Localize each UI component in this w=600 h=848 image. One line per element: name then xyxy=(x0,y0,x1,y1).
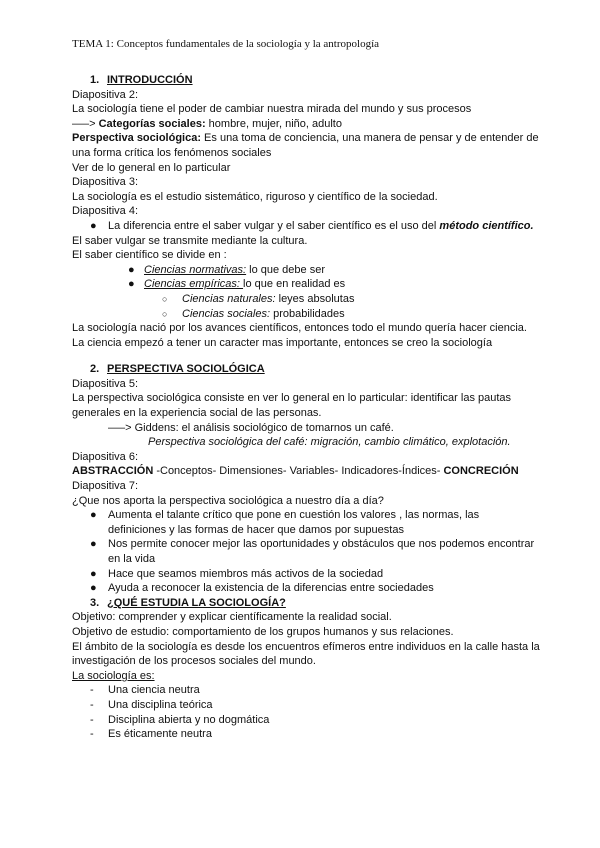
paragraph: El saber científico se divide en : xyxy=(72,249,227,262)
concrecion-label: CONCRECIÓN xyxy=(443,465,519,478)
paragraph: El ámbito de la sociología es desde los encuentros efímeros entre individuos en la calle hasta la investigación de los procesos sociales del mundo. xyxy=(72,640,540,668)
list-item xyxy=(72,683,540,698)
section-heading-perspectiva xyxy=(90,362,540,377)
list-item-text: probabilidades xyxy=(270,307,345,320)
page-header: TEMA 1: Conceptos fundamentales de la sociología y la antropología xyxy=(72,38,380,50)
list-item xyxy=(72,537,540,566)
list-item xyxy=(72,307,540,322)
arrow-text: —–> xyxy=(72,117,99,130)
list-item-text: leyes absolutas xyxy=(275,292,355,305)
bullet-dot-icon: ● xyxy=(90,538,97,551)
list-item xyxy=(72,219,540,234)
categorias-line xyxy=(72,117,540,132)
sociologia-es-label: La sociología es: xyxy=(72,669,155,682)
paragraph: La sociología tiene el poder de cambiar nuestra mirada del mundo y sus procesos xyxy=(72,103,472,116)
bullet-dot-icon: ● xyxy=(90,509,97,522)
bullet-dot-icon: ● xyxy=(128,263,135,276)
list-item xyxy=(72,698,540,713)
list-item-text: Disciplina abierta y no dogmática xyxy=(108,713,270,726)
dash-bullet-icon: - xyxy=(90,698,94,711)
section-number: 3. xyxy=(90,596,100,609)
list-item xyxy=(72,567,540,582)
section-heading-que-estudia xyxy=(90,596,540,611)
list-item-text: Aumenta el talante crítico que pone en cuestión los valores , las normas, las definiciones y las formas de hacer que damos por supuestas xyxy=(108,509,480,536)
section-heading-introduccion xyxy=(90,73,540,88)
question: ¿Que nos aporta la perspectiva sociológica a nuestro día a día? xyxy=(72,494,384,507)
chain-text: -Conceptos- Dimensiones- Variables- Indicadores-Índices- xyxy=(153,465,444,478)
slide-label: Diapositiva 7: xyxy=(72,480,139,493)
slide-label: Diapositiva 5: xyxy=(72,377,139,390)
list-item xyxy=(72,508,540,537)
list-item xyxy=(72,727,540,742)
bullet-dot-icon: ● xyxy=(90,582,97,595)
paragraph: Objetivo: comprender y explicar científicamente la realidad social. xyxy=(72,611,392,624)
dash-bullet-icon: - xyxy=(90,728,94,741)
categorias-text: hombre, mujer, niño, adulto xyxy=(205,117,342,130)
list-item-text: Es éticamente neutra xyxy=(108,728,212,741)
ciencias-normativas-label: Ciencias normativas: xyxy=(144,263,247,276)
dash-bullet-icon: - xyxy=(90,684,94,697)
paragraph: La perspectiva sociológica consiste en ver lo general en lo particular: identificar las pautas generales en la experiencia social de las personas. xyxy=(72,392,512,420)
list-item-text: Ayuda a reconocer la existencia de la diferencias entre sociedades xyxy=(108,582,434,595)
paragraph: La sociología nació por los avances científicos, entonces todo el mundo quería hacer ciencia. La ciencia empezó a tener un caracter mas importante, entonces se creo la sociología xyxy=(72,322,527,349)
perspectiva-label: Perspectiva sociológica: xyxy=(72,132,201,145)
document-body xyxy=(72,73,540,742)
bullet-circle-icon: ○ xyxy=(162,293,168,304)
section-number: 1. xyxy=(90,74,100,86)
paragraph: Ver de lo general en lo particular xyxy=(72,161,231,174)
section-title: INTRODUCCIÓN xyxy=(107,74,193,86)
dash-bullet-icon: - xyxy=(90,713,94,726)
categorias-label: Categorías sociales: xyxy=(98,117,206,130)
ciencias-sociales-label: Ciencias sociales: xyxy=(182,307,271,320)
list-item-text: lo que en realidad es xyxy=(243,278,346,291)
giddens-line: —–> Giddens: el análisis sociológico de tomarnos un café. xyxy=(108,421,394,434)
cafe-example: Perspectiva sociológica del café: migración, cambio climático, explotación. xyxy=(148,436,511,449)
metodo-cientifico-text: método científico. xyxy=(439,219,534,232)
perspectiva-definition xyxy=(72,131,540,160)
list-item-text: Hace que seamos miembros más activos de la sociedad xyxy=(108,567,384,580)
abstraccion-chain xyxy=(72,464,540,479)
bullet-dot-icon: ● xyxy=(90,219,97,232)
section-title: PERSPECTIVA SOCIOLÓGICA xyxy=(107,363,265,376)
ciencias-naturales-label: Ciencias naturales: xyxy=(182,292,276,305)
list-item xyxy=(72,581,540,596)
slide-label: Diapositiva 2: xyxy=(72,88,139,101)
abstraccion-label: ABSTRACCIÓN xyxy=(72,465,154,478)
slide-label: Diapositiva 6: xyxy=(72,450,139,463)
list-item-text: Una ciencia neutra xyxy=(108,684,200,697)
bullet-dot-icon: ● xyxy=(90,567,97,580)
paragraph: La sociología es el estudio sistemático, riguroso y científico de la sociedad. xyxy=(72,190,438,203)
ciencias-empiricas-label: Ciencias empíricas: xyxy=(144,278,244,291)
list-item xyxy=(72,713,540,728)
list-item-text: Una disciplina teórica xyxy=(108,698,213,711)
list-item-text: Nos permite conocer mejor las oportunidades y obstáculos que nos podemos encontrar en la vida xyxy=(108,538,535,565)
section-number: 2. xyxy=(90,363,100,376)
list-item-text: La diferencia entre el saber vulgar y el saber científico es el uso del xyxy=(108,219,440,232)
list-item xyxy=(72,292,540,307)
paragraph: El saber vulgar se transmite mediante la cultura. xyxy=(72,234,308,247)
list-item-text: lo que debe ser xyxy=(246,263,325,276)
slide-label: Diapositiva 4: xyxy=(72,205,139,218)
paragraph xyxy=(72,669,540,684)
paragraph: Objetivo de estudio: comportamiento de los grupos humanos y sus relaciones. xyxy=(72,625,454,638)
slide-label: Diapositiva 3: xyxy=(72,176,139,189)
list-item xyxy=(72,263,540,278)
bullet-circle-icon: ○ xyxy=(162,308,168,319)
section-title: ¿QUÉ ESTUDIA LA SOCIOLOGÍA? xyxy=(107,596,286,609)
perspectiva-text: Es una toma de conciencia, una manera de pensar y de entender de una forma crítica los fenómenos sociales xyxy=(72,132,539,159)
bullet-dot-icon: ● xyxy=(128,278,135,291)
list-item xyxy=(72,277,540,292)
